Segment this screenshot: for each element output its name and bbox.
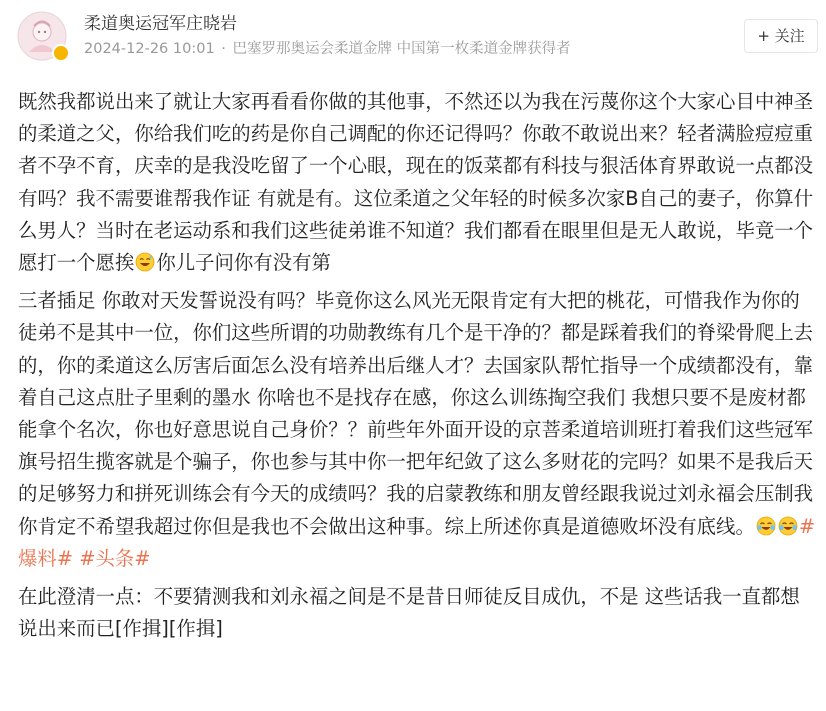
meta-separator: · bbox=[221, 41, 226, 57]
source-text: 巴塞罗那奥运会柔道金牌 中国第一枚柔道金牌获得者 bbox=[232, 41, 571, 57]
post-meta bbox=[84, 39, 571, 59]
post-content bbox=[18, 86, 816, 645]
paragraph-text: 三者插足 你敢对天发誓说没有吗？毕竟你这么风光无限肯定有大把的桃花，可惜我作为你的徒弟不是其中一位，你们这些所谓的功勋教练有几个是干净的？都是踩着我们的脊梁骨爬上去的，你的柔道这么厉害后面怎么没有培养出后继人才？去国家队帮忙指导一个成绩都没有，靠着自己这点肚子里剩的墨水 你啥也不是找存在感，你这么训练掏空我们 我想只要不是废材都能拿个名次，你也好意思说自己身价？？前些年外面开设的京菩柔道培训班打着我们这些冠军旗号招生揽客就是个骗子，你也参与其中你一把年纪敛了这么多财花的完吗？如果不是我后天的足够努力和拼死训练会有今天的成绩吗？我的启蒙教练和朋友曾经跟我说过刘永福会压制我 你肯定不希望我超过你但是我也不会做出这种事。综上所述你真是道德败坏没有底线。 bbox=[18, 289, 814, 538]
paragraph-text: 在此澄清一点：不要猜测我和刘永福之间是不是昔日师徒反目成仇，不是 这些话我一直都想说出来而已[作揖][作揖] bbox=[18, 585, 800, 641]
paragraph-text: 既然我都说出来了就让大家再看看你做的其他事，不然还以为我在污蔑你这个大家心目中神圣的柔道之父，你给我们吃的药是你自己调配的你还记得吗？你敢不敢说出来？轻者满脸痘痘重者不孕不育，庆幸的是我没吃留了一个心眼，现在的饭菜都有科技与狠活体育界敢说一点都没有吗？我不需要谁帮我作证 有就是有。这位柔道之父年轻的时候多次家B自己的妻子，你算什么男人？当时在老运动系和我们这些徒弟谁不知道？我们都看在眼里但是无人敢说，毕竟一个愿打一个愿挨 bbox=[18, 90, 814, 275]
follow-button[interactable]: + 关注 bbox=[744, 19, 818, 53]
topic-link[interactable]: #爆料# bbox=[18, 514, 816, 570]
post-header bbox=[0, 0, 826, 74]
topic-link[interactable]: #头条# bbox=[79, 546, 151, 570]
crying-laugh-icon bbox=[778, 516, 798, 536]
post-paragraph-2 bbox=[18, 285, 816, 575]
post-paragraph-3 bbox=[18, 581, 816, 645]
post-paragraph-1 bbox=[18, 86, 816, 279]
verified-badge-icon bbox=[52, 44, 70, 62]
paragraph-text: 你儿子问你有没有第 bbox=[156, 251, 331, 275]
sweat-smile-icon bbox=[135, 252, 155, 272]
crying-laugh-icon bbox=[756, 516, 776, 536]
timestamp[interactable]: 2024-12-26 10:01 bbox=[84, 41, 215, 57]
username[interactable]: 柔道奥运冠军庄晓岩 bbox=[84, 14, 237, 34]
